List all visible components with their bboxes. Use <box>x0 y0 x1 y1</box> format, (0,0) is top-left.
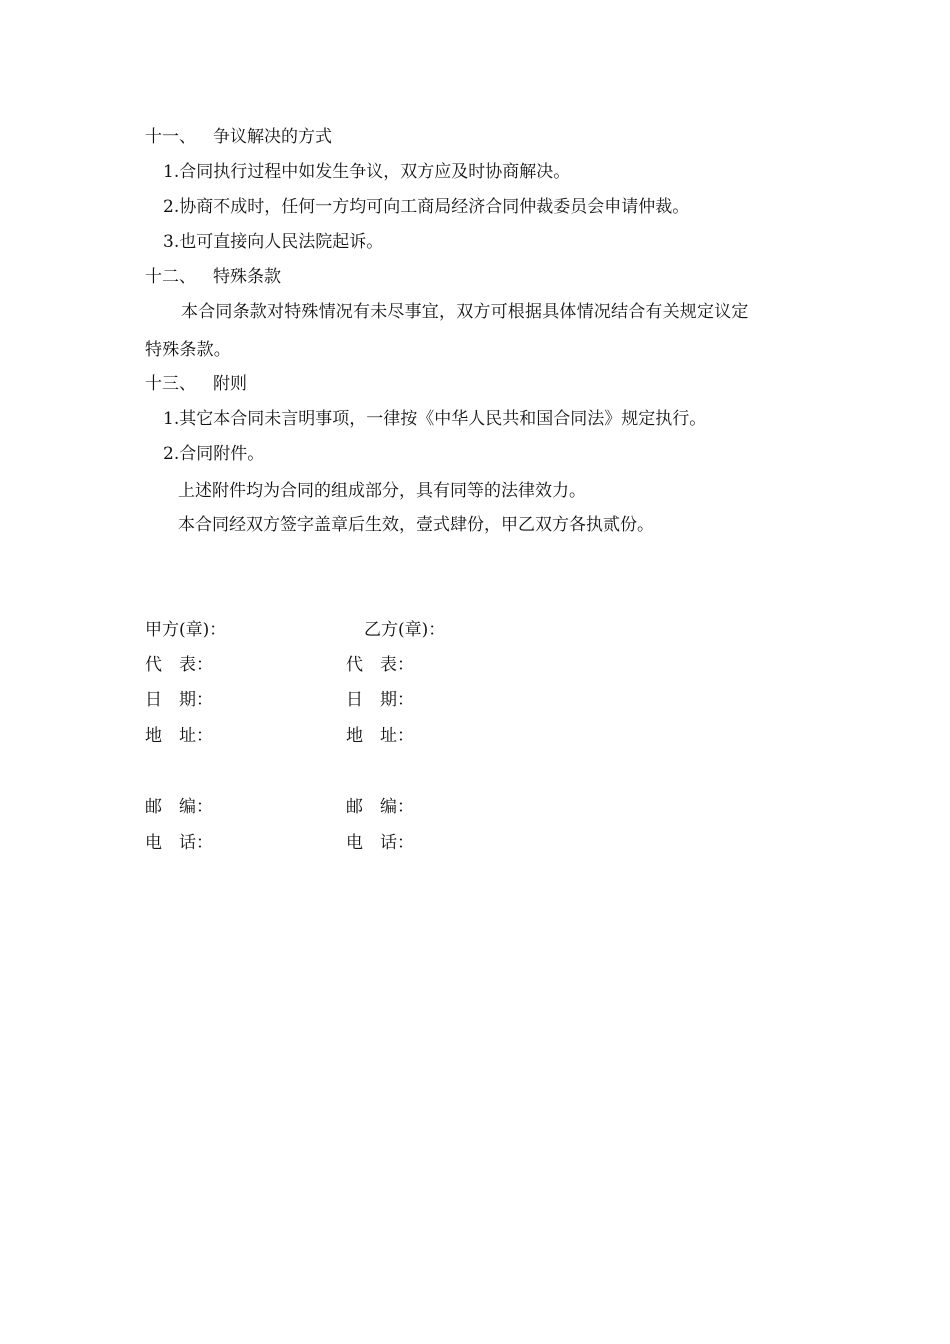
paragraph: 本合同经双方签字盖章后生效，壹式肆份，甲乙双方各执贰份。 <box>178 515 654 535</box>
section-heading-13 <box>145 374 247 394</box>
party-a-seal: 甲方(章)： <box>145 620 227 640</box>
paragraph: 上述附件均为合同的组成部分，具有同等的法律效力。 <box>178 481 586 501</box>
party-b-postcode: 邮 编： <box>346 797 414 817</box>
party-a-representative: 代 表： <box>145 655 213 675</box>
section-number: 十三、 <box>145 374 196 394</box>
section-title: 附则 <box>213 374 247 394</box>
paragraph-line: 本合同条款对特殊情况有未尽事宜，双方可根据具体情况结合有关规定议定 <box>181 302 749 322</box>
section-heading-12 <box>145 267 281 287</box>
party-b-representative: 代 表： <box>346 655 414 675</box>
paragraph-line: 特殊条款。 <box>145 340 231 360</box>
section-title: 争议解决的方式 <box>213 127 332 147</box>
party-b-phone: 电 话： <box>346 833 414 853</box>
party-a-address: 地 址： <box>145 726 213 746</box>
clause-item: 2.协商不成时，任何一方均可向工商局经济合同仲裁委员会申请仲裁。 <box>163 197 690 217</box>
section-number: 十二、 <box>145 267 196 287</box>
party-b-address: 地 址： <box>346 726 414 746</box>
party-b-date: 日 期： <box>346 690 414 710</box>
section-heading-11 <box>145 127 332 147</box>
party-a-date: 日 期： <box>145 690 213 710</box>
section-title: 特殊条款 <box>213 267 281 287</box>
party-a-phone: 电 话： <box>145 833 213 853</box>
party-a-postcode: 邮 编： <box>145 797 213 817</box>
clause-item: 1.合同执行过程中如发生争议，双方应及时协商解决。 <box>163 162 571 182</box>
party-b-seal: 乙方(章)： <box>364 620 446 640</box>
clause-item: 2.合同附件。 <box>163 444 265 464</box>
clause-item: 1.其它本合同未言明事项，一律按《中华人民共和国合同法》规定执行。 <box>163 409 707 429</box>
clause-item: 3.也可直接向人民法院起诉。 <box>163 232 384 252</box>
section-number: 十一、 <box>145 127 196 147</box>
